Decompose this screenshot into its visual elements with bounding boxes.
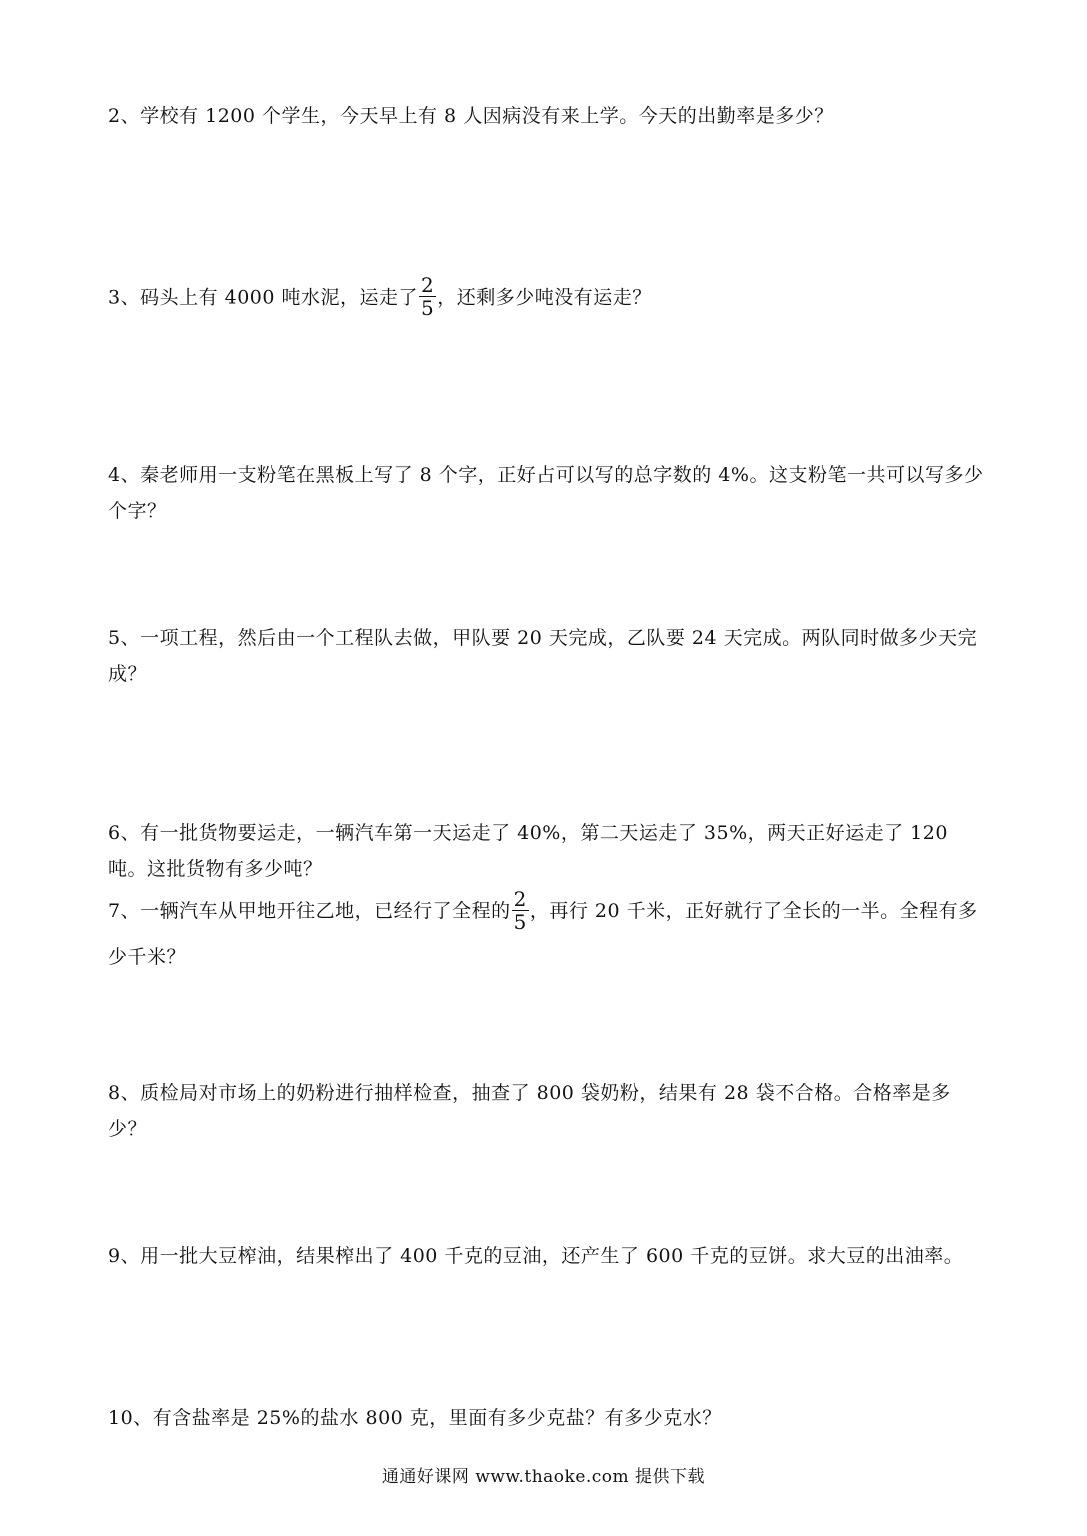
question-2: 2、学校有 1200 个学生，今天早上有 8 人因病没有来上学。今天的出勤率是多少？ (108, 105, 834, 127)
question-3 (108, 273, 988, 321)
question-6: 6、有一批货物要运走，一辆汽车第一天运走了 40%，第二天运走了 35%，两天正好运走了 120 吨。这批货物有多少吨？ (108, 822, 948, 880)
fraction-denominator: 5 (513, 909, 527, 934)
question-8: 8、质检局对市场上的奶粉进行抽样检查，抽查了 800 袋奶粉，结果有 28 袋不合格。合格率是多少？ (108, 1082, 951, 1140)
question-5: 5、一项工程，然后由一个工程队去做，甲队要 20 天完成，乙队要 24 天完成。两队同时做多少天完成？ (108, 627, 978, 685)
fraction-numerator: 2 (513, 886, 527, 911)
page-footer: 通通好课网 www.thaoke.com 提供下载 (381, 1467, 706, 1487)
question-7 (108, 886, 988, 979)
question-9: 9、用一批大豆榨油，结果榨出了 400 千克的豆油，还产生了 600 千克的豆饼。求大豆的出油率。 (108, 1245, 964, 1267)
question-7-before: 7、一辆汽车从甲地开往乙地，已经行了全程的 (108, 900, 511, 922)
fraction-two-fifths (512, 888, 529, 933)
question-4: 4、秦老师用一支粉笔在黑板上写了 8 个字，正好占可以写的总字数的 4%。这支粉笔一共可以写多少个字？ (108, 464, 984, 522)
fraction-denominator: 5 (421, 296, 435, 320)
fraction-two-fifths (419, 274, 436, 319)
question-3-after: ，还剩多少吨没有运走？ (437, 286, 652, 309)
question-10: 10、有含盐率是 25%的盐水 800 克，里面有多少克盐？有多少克水？ (108, 1407, 722, 1429)
fraction-numerator: 2 (421, 273, 435, 297)
question-7-after: ，再行 20 千米，正好就行了全长的一半。全程有多少千米？ (108, 900, 978, 968)
question-3-before: 3、码头上有 4000 吨水泥，运走了 (108, 286, 419, 309)
